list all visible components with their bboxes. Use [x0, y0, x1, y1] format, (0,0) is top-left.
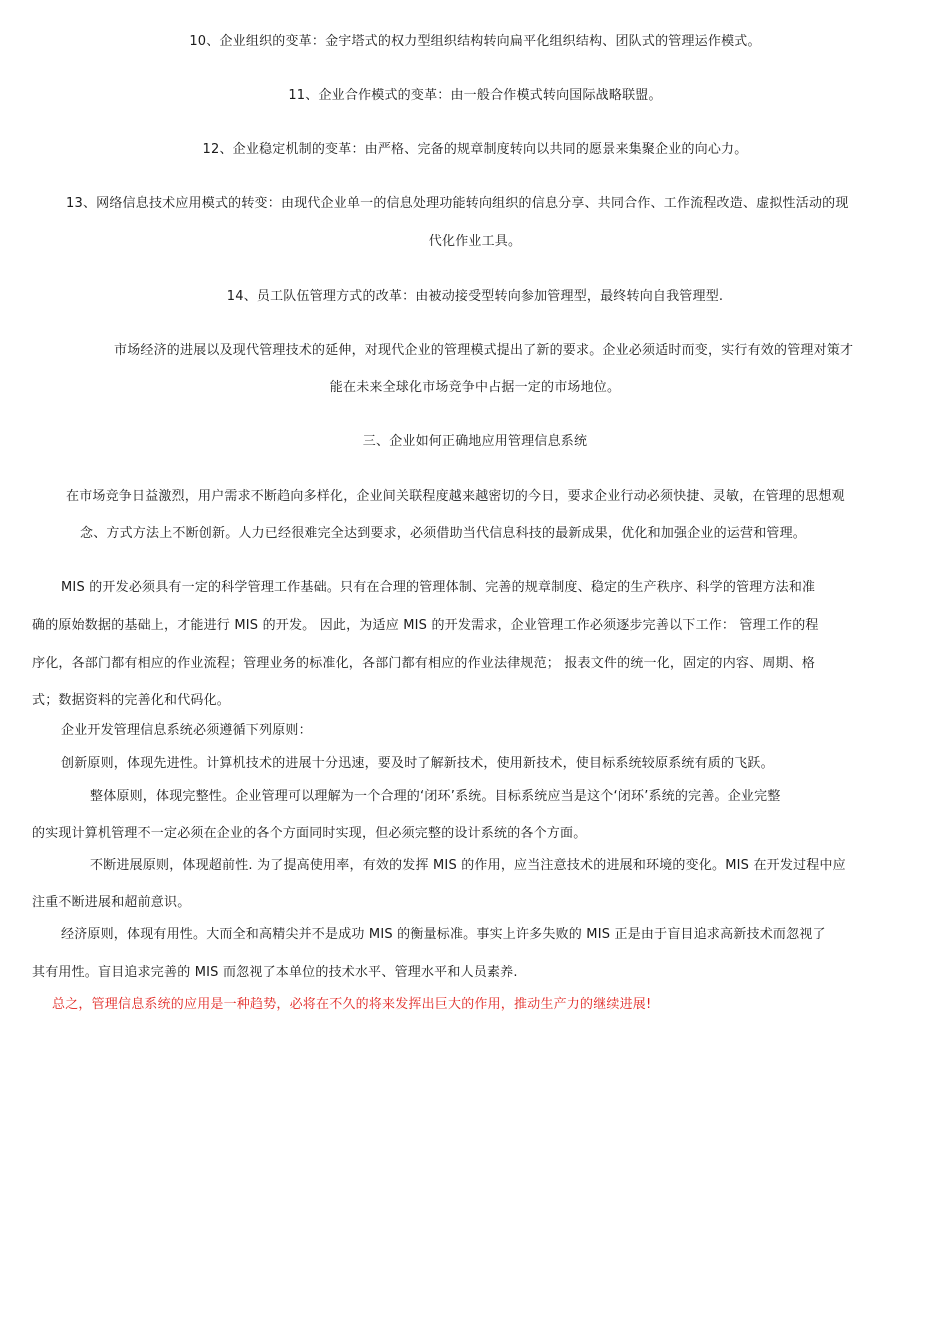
principle-economy-line-2: 其有用性。盲目追求完善的 MIS 而忽视了本单位的技术水平、管理水平和人员素养. — [32, 965, 518, 980]
principles-intro: 企业开发管理信息系统必须遵循下列原则： — [61, 723, 312, 738]
intro-line-1: 在市场竞争日益激烈，用户需求不断趋向多样化，企业间关联程度越来越密切的今日，要求企业行动必须快捷、灵敏，在管理的思想观 — [66, 489, 845, 504]
intro-line-2: 念、方式方法上不断创新。人力已经很难完全达到要求，必须借助当代信息科技的最新成果，优化和加强企业的运营和管理。 — [80, 526, 807, 541]
item-11: 11、企业合作模式的变革：由一般合作模式转向国际战略联盟。 — [288, 88, 662, 103]
conclusion: 总之，管理信息系统的应用是一种趋势，必将在不久的将来发挥出巨大的作用，推动生产力的继续进展! — [52, 997, 652, 1012]
item-10: 10、企业组织的变革：金宇塔式的权力型组织结构转向扁平化组织结构、团队式的管理运作模式。 — [189, 34, 761, 49]
mis-basis-line-4: 式；数据资料的完善化和代码化。 — [32, 693, 231, 708]
summary-line-2: 能在未来全球化市场竞争中占据一定的市场地位。 — [329, 380, 621, 395]
principle-innovation: 创新原则，体现先进性。计算机技术的进展十分迅速，要及时了解新技术，使用新技术，使目标系统较原系统有质的飞跃。 — [61, 756, 774, 771]
mis-basis-line-3: 序化，各部门都有相应的作业流程；管理业务的标准化，各部门都有相应的作业法律规范； 报表文件的统一化，固定的内容、周期、格 — [32, 656, 816, 671]
item-12: 12、企业稳定机制的变革：由严格、完备的规章制度转向以共同的愿景来集聚企业的向心力。 — [202, 142, 748, 157]
principle-progress-line-2: 注重不断进展和超前意识。 — [32, 895, 191, 910]
item-13-line-2: 代化作业工具。 — [428, 234, 522, 249]
summary-line-1: 市场经济的进展以及现代管理技术的延伸，对现代企业的管理模式提出了新的要求。企业必须适时而变，实行有效的管理对策才 — [114, 343, 854, 358]
principle-progress-line-1: 不断进展原则，体现超前性. 为了提高使用率，有效的发挥 MIS 的作用，应当注意技术的进展和环境的变化。MIS 在开发过程中应 — [90, 858, 846, 873]
mis-basis-line-2: 确的原始数据的基础上，才能进行 MIS 的开发。 因此，为适应 MIS 的开发需求，企业管理工作必须逐步完善以下工作： 管理工作的程 — [32, 618, 819, 633]
item-13-line-1: 13、网络信息技术应用模式的转变：由现代企业单一的信息处理功能转向组织的信息分享、共同合作、工作流程改造、虚拟性活动的现 — [66, 196, 849, 211]
principle-economy-line-1: 经济原则，体现有用性。大而全和高精尖并不是成功 MIS 的衡量标准。事实上许多失败的 MIS 正是由于盲目追求高新技术而忽视了 — [61, 927, 826, 942]
principle-whole-line-2: 的实现计算机管理不一定必须在企业的各个方面同时实现，但必须完整的设计系统的各个方面。 — [32, 826, 587, 841]
section-title: 三、企业如何正确地应用管理信息系统 — [362, 434, 588, 449]
item-14: 14、员工队伍管理方式的改革：由被动接受型转向参加管理型，最终转向自我管理型. — [226, 289, 724, 304]
principle-whole-line-1: 整体原则，体现完整性。企业管理可以理解为一个合理的‘闭环’系统。目标系统应当是这个‘闭环’系统的完善。企业完整 — [90, 789, 781, 804]
mis-basis-line-1: MIS 的开发必须具有一定的科学管理工作基础。只有在合理的管理体制、完善的规章制度、稳定的生产秩序、科学的管理方法和准 — [61, 580, 816, 595]
